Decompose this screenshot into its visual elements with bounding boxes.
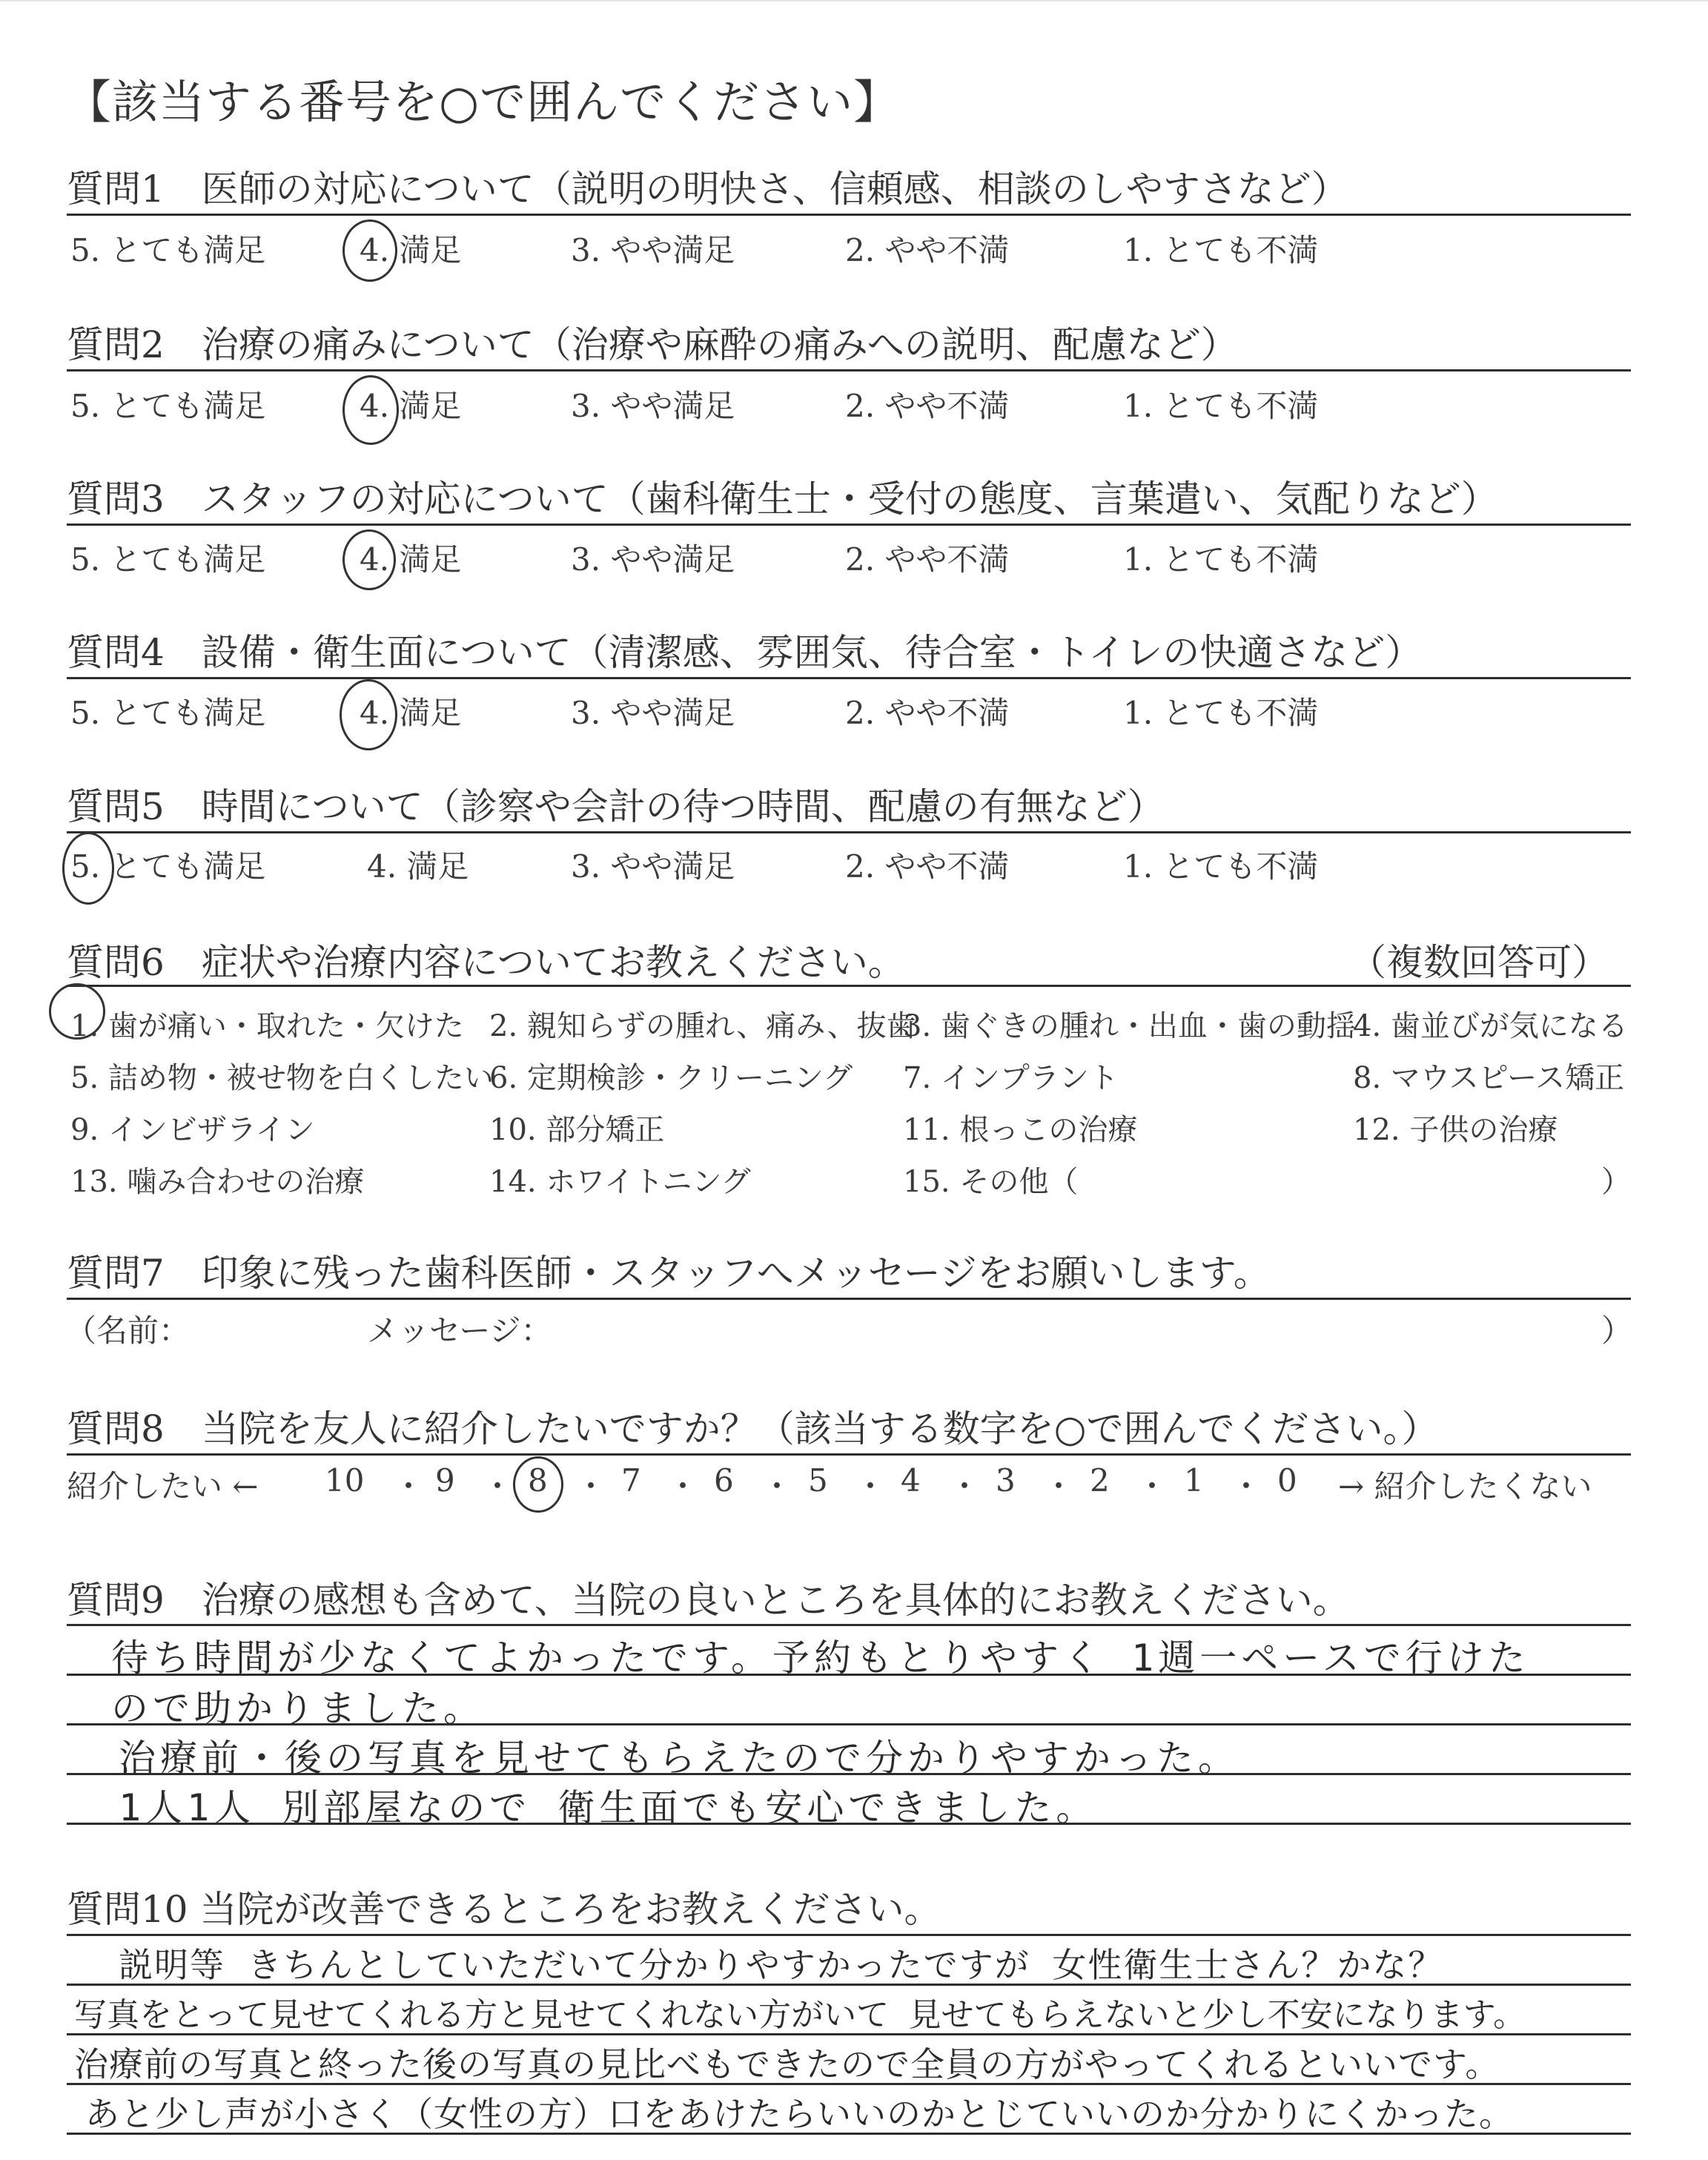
q1-option-4[interactable]: 4. 満足 <box>360 232 462 268</box>
q1-option-2[interactable]: 2. やや不満 <box>845 232 1010 268</box>
q8-rule <box>67 1453 1631 1456</box>
q8-scale-3[interactable]: 3 <box>996 1462 1016 1499</box>
q3-option-3[interactable]: 3. やや満足 <box>571 541 735 578</box>
q2-option-2[interactable]: 2. やや不満 <box>845 388 1010 424</box>
q4-option-4[interactable]: 4. 満足 <box>360 695 462 731</box>
q8-dot: ・ <box>855 1468 887 1505</box>
q7-rule <box>67 1298 1631 1300</box>
q6-item-1[interactable]: 1. 歯が痛い・取れた・欠けた <box>70 1009 464 1043</box>
q3-rule <box>67 524 1631 526</box>
q7-message-label: メッセージ： <box>367 1312 552 1349</box>
q7-title: 質問7 印象に残った歯科医師・スタッフへメッセージをお願いします。 <box>67 1252 1271 1295</box>
q6-item-4[interactable]: 4. 歯並びが気になる <box>1353 1009 1628 1043</box>
q6-item-7[interactable]: 7. インプラント <box>903 1061 1119 1095</box>
q5-title: 質問5 時間について（診察や会計の待つ時間、配慮の有無など） <box>67 785 1165 828</box>
q3-option-5[interactable]: 5. とても満足 <box>70 541 266 578</box>
q8-dot: ・ <box>761 1468 793 1505</box>
q6-item-14[interactable]: 14. ホワイトニング <box>489 1165 751 1199</box>
q4-option-1[interactable]: 1. とても不満 <box>1123 695 1319 731</box>
q5-selection-circle <box>62 832 114 905</box>
q5-option-3[interactable]: 3. やや満足 <box>571 848 735 885</box>
q9-answer-line-4: 1人1人 別部屋なので 衛生面でも安心できました。 <box>119 1786 1098 1829</box>
q8-dot: ・ <box>575 1468 607 1505</box>
q8-scale-10[interactable]: 10 <box>325 1462 365 1499</box>
q8-scale-1[interactable]: 1 <box>1184 1462 1204 1499</box>
q2-option-5[interactable]: 5. とても満足 <box>70 388 266 424</box>
q3-option-4[interactable]: 4. 満足 <box>360 541 462 578</box>
q6-item-10[interactable]: 10. 部分矯正 <box>489 1113 665 1147</box>
q8-dot: ・ <box>393 1468 425 1505</box>
q2-rule <box>67 369 1631 371</box>
q6-item-13[interactable]: 13. 噛み合わせの治療 <box>70 1165 365 1199</box>
q1-selection-circle <box>342 219 397 282</box>
q4-option-2[interactable]: 2. やや不満 <box>845 695 1010 731</box>
q8-scale-8[interactable]: 8 <box>528 1462 548 1499</box>
q3-option-2[interactable]: 2. やや不満 <box>845 541 1010 578</box>
q6-item-15-close: ） <box>1601 1165 1631 1199</box>
q6-item-8[interactable]: 8. マウスピース矯正 <box>1353 1061 1625 1095</box>
q6-selection-circle <box>49 983 105 1040</box>
q6-item-3[interactable]: 3. 歯ぐきの腫れ・出血・歯の動揺 <box>903 1009 1356 1043</box>
page-heading: 【該当する番号を○で囲んでください】 <box>65 75 901 129</box>
q7-name-label: （名前： <box>65 1312 191 1349</box>
q1-option-1[interactable]: 1. とても不満 <box>1123 232 1319 268</box>
q5-option-1[interactable]: 1. とても不満 <box>1123 848 1319 885</box>
q6-item-15[interactable]: 15. その他（ <box>903 1165 1079 1199</box>
q6-item-6[interactable]: 6. 定期検診・クリーニング <box>489 1061 853 1095</box>
q8-dot: ・ <box>949 1468 981 1505</box>
q10-answer-line-2: 写真をとって見せてくれる方と見せてくれない方がいて 見せてもらえないと少し不安になります。 <box>74 1996 1526 2034</box>
q2-selection-circle <box>342 375 399 445</box>
q8-scale-2[interactable]: 2 <box>1090 1462 1110 1499</box>
q5-rule <box>67 831 1631 833</box>
q8-scale-0[interactable]: 0 <box>1277 1462 1297 1499</box>
q8-scale-4[interactable]: 4 <box>901 1462 921 1499</box>
q8-scale-5[interactable]: 5 <box>808 1462 828 1499</box>
q4-title: 質問4 設備・衛生面について（清潔感、雰囲気、待合室・トイレの快適さなど） <box>67 631 1423 674</box>
q10-rule-1 <box>67 1934 1631 1936</box>
q6-item-9[interactable]: 9. インビザライン <box>70 1113 315 1147</box>
q5-option-2[interactable]: 2. やや不満 <box>845 848 1010 885</box>
q6-item-12[interactable]: 12. 子供の治療 <box>1353 1113 1558 1147</box>
q9-answer-line-1: 待ち時間が少なくてよかったです。予約もとりやすく 1週一ペースで行けた <box>111 1636 1530 1680</box>
q2-option-4[interactable]: 4. 満足 <box>360 388 462 424</box>
q5-option-4[interactable]: 4. 満足 <box>367 848 469 885</box>
q3-option-1[interactable]: 1. とても不満 <box>1123 541 1319 578</box>
q8-scale-7[interactable]: 7 <box>621 1462 641 1499</box>
q9-rule-1 <box>67 1624 1631 1626</box>
q8-scale-9[interactable]: 9 <box>435 1462 455 1499</box>
q10-answer-line-1: 説明等 きちんとしていただいて分かりやすかったですが 女性衛生士さん？かな？ <box>119 1945 1444 1985</box>
q8-left-label: 紹介したい ← <box>67 1468 259 1505</box>
q2-title: 質問2 治療の痛みについて（治療や麻酔の痛みへの説明、配慮など） <box>67 323 1238 366</box>
q6-item-5[interactable]: 5. 詰め物・被せ物を白くしたい <box>70 1061 494 1095</box>
q8-dot: ・ <box>482 1468 514 1505</box>
q4-option-5[interactable]: 5. とても満足 <box>70 695 266 731</box>
q9-answer-line-2: ので助かりました。 <box>111 1687 485 1730</box>
q3-title: 質問3 スタッフの対応について（歯科衛生士・受付の態度、言葉遣い、気配りなど） <box>67 478 1498 521</box>
q9-title: 質問9 治療の感想も含めて、当院の良いところを具体的にお教えください。 <box>67 1579 1350 1622</box>
q8-scale-6[interactable]: 6 <box>714 1462 734 1499</box>
q6-item-2[interactable]: 2. 親知らずの腫れ、痛み、抜歯 <box>489 1009 916 1043</box>
q6-rule <box>67 985 1631 987</box>
q10-answer-line-4: あと少し声が小さく（女性の方）口をあけたらいいのかとじていいのか分かりにくかった。 <box>85 2094 1514 2134</box>
q1-title: 質問1 医師の対応について（説明の明快さ、信頼感、相談のしやすさなど） <box>67 168 1348 211</box>
q8-title: 質問8 当院を友人に紹介したいですか？（該当する数字を○で囲んでください。） <box>67 1407 1439 1450</box>
q6-title: 質問6 症状や治療内容についてお教えください。 <box>67 941 905 984</box>
q10-answer-line-3: 治療前の写真と終った後の写真の見比べもできたので全員の方がやってくれるといいです。 <box>74 2044 1500 2084</box>
q5-option-5[interactable]: 5. とても満足 <box>70 848 266 885</box>
q1-option-3[interactable]: 3. やや満足 <box>571 232 735 268</box>
q4-option-3[interactable]: 3. やや満足 <box>571 695 735 731</box>
q8-selection-circle <box>513 1456 563 1513</box>
q6-item-11[interactable]: 11. 根っこの治療 <box>903 1113 1138 1147</box>
q8-dot: ・ <box>1231 1468 1262 1505</box>
q8-dot: ・ <box>1043 1468 1075 1505</box>
q3-selection-circle <box>342 529 396 590</box>
q8-dot: ・ <box>667 1468 699 1505</box>
q2-option-3[interactable]: 3. やや満足 <box>571 388 735 424</box>
q8-right-label: → 紹介したくない <box>1338 1468 1592 1505</box>
q1-option-5[interactable]: 5. とても満足 <box>70 232 266 268</box>
q8-dot: ・ <box>1136 1468 1168 1505</box>
q10-title: 質問10 当院が改善できるところをお教えください。 <box>67 1888 941 1931</box>
q9-answer-line-3: 治療前・後の写真を見せてもらえたので分かりやすかった。 <box>119 1737 1239 1780</box>
q7-close-paren: ） <box>1601 1312 1633 1349</box>
q4-rule <box>67 677 1631 679</box>
top-edge <box>0 0 1708 1</box>
q6-note: （複数回答可） <box>1349 941 1609 984</box>
q1-rule <box>67 214 1631 216</box>
q2-option-1[interactable]: 1. とても不満 <box>1123 388 1319 424</box>
q4-selection-circle <box>340 679 397 750</box>
